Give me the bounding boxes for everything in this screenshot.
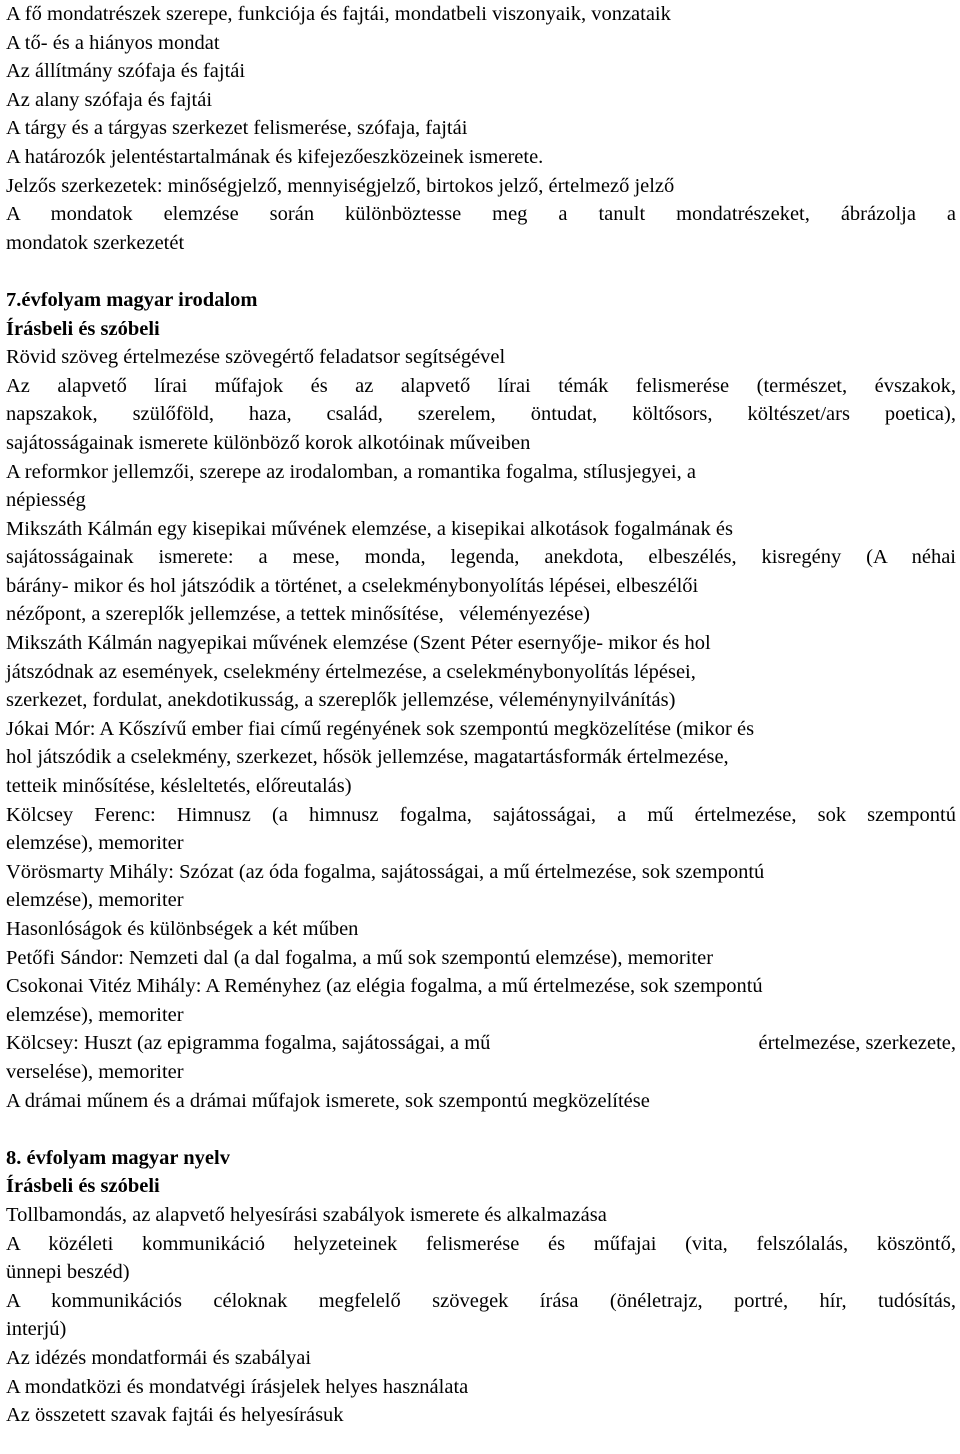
split-line xyxy=(6,1029,956,1058)
text-line: A reformkor jellemzői, szerepe az irodalomban, a romantika fogalma, stílusjegyei, a xyxy=(6,460,696,483)
grammar-7-section xyxy=(6,0,956,257)
text-line: A határozók jelentéstartalmának és kifejezőeszközeinek ismerete. xyxy=(6,145,544,168)
text-line: A tárgy és a tárgyas szerkezet felismerése, szófaja, fajtái xyxy=(6,117,468,140)
section-subtitle: Írásbeli és szóbeli xyxy=(6,317,160,340)
text-line-left: Kölcsey: Huszt (az epigramma fogalma, sajátosságai, a mű xyxy=(6,1032,491,1055)
section-spacer xyxy=(6,257,956,286)
text-line: Vörösmarty Mihály: Szózat (az óda fogalma, sajátosságai, a mű értelmezése, sok szempontú xyxy=(6,860,765,883)
text-line: Az összetett szavak fajtái és helyesírásuk xyxy=(6,1404,344,1427)
text-line: Hasonlóságok és különbségek a két műben xyxy=(6,918,359,940)
text-line: sajátosságainak ismerete különböző korok alkotóinak műveiben xyxy=(6,431,531,454)
text-line: A fő mondatrészek szerepe, funkciója és fajtái, mondatbeli viszonyaik, vonzataik xyxy=(6,3,671,25)
section-title: 7.évfolyam magyar irodalom xyxy=(6,288,258,311)
text-line: interjú) xyxy=(6,1318,67,1341)
section-subtitle: Írásbeli és szóbeli xyxy=(6,1175,160,1198)
grammar-8-section xyxy=(6,1144,956,1430)
text-line: Rövid szöveg értelmezése szövegértő feladatsor segítségével xyxy=(6,346,506,369)
text-line: A mondatok elemzése során különböztesse meg a tanult mondatrészeket, ábrázolja a xyxy=(6,203,956,226)
text-line: sajátosságainak ismerete: a mese, monda, legenda, anekdota, elbeszélés, kisregény (A néhai xyxy=(6,546,956,569)
text-line: nézőpont, a szereplők jellemzése, a tettek minősítése, véleményezése) xyxy=(6,603,590,626)
text-line: A közéleti kommunikáció helyzeteinek felismerése és műfajai (vita, felszólalás, köszöntő, xyxy=(6,1232,956,1255)
text-line: elemzése), memoriter xyxy=(6,889,184,912)
section-spacer xyxy=(6,1115,956,1144)
text-line: napszakok, szülőföld, haza, család, szerelem, öntudat, költősors, költészet/ars poetica), xyxy=(6,403,956,426)
text-line: játszódnak az események, cselekmény értelmezése, a cselekménybonyolítás lépései, xyxy=(6,660,696,683)
text-line: Petőfi Sándor: Nemzeti dal (a dal fogalma, a mű sok szempontú elemzése), memoriter xyxy=(6,946,714,969)
text-line: szerkezet, fordulat, anekdotikusság, a szereplők jellemzése, véleménynyilvánítás) xyxy=(6,689,676,712)
section-title: 8. évfolyam magyar nyelv xyxy=(6,1146,230,1169)
text-line: Az alany szófaja és fajtái xyxy=(6,88,213,111)
text-line: Mikszáth Kálmán nagyepikai művének elemzése (Szent Péter esernyője- mikor és hol xyxy=(6,632,711,655)
text-line: A tő- és a hiányos mondat xyxy=(6,31,220,54)
text-line: Az állítmány szófaja és fajtái xyxy=(6,60,246,83)
text-line: Az alapvető lírai műfajok és az alapvető lírai témák felismerése (természet, évszakok, xyxy=(6,374,956,397)
text-line: A kommunikációs céloknak megfelelő szövegek írása (önéletrajz, portré, hír, tudósítás, xyxy=(6,1289,956,1312)
text-line: A drámai műnem és a drámai műfajok ismerete, sok szempontú megközelítése xyxy=(6,1089,650,1112)
text-line: Csokonai Vitéz Mihály: A Reményhez (az elégia fogalma, a mű értelmezése, sok szempontú xyxy=(6,975,763,998)
text-line: Tollbamondás, az alapvető helyesírási szabályok ismerete és alkalmazása xyxy=(6,1203,607,1226)
text-line: hol játszódik a cselekmény, szerkezet, hősök jellemzése, magatartásformák értelmezése, xyxy=(6,746,729,769)
text-line: A mondatközi és mondatvégi írásjelek helyes használata xyxy=(6,1375,469,1398)
text-line: bárány- mikor és hol játszódik a történet, a cselekménybonyolítás lépései, elbeszélői xyxy=(6,574,699,597)
text-line: népiesség xyxy=(6,489,86,512)
document-page xyxy=(6,0,956,1430)
text-line: Az idézés mondatformái és szabályai xyxy=(6,1346,312,1369)
text-line: Jókai Mór: A Kőszívű ember fiai című regényének sok szempontú megközelítése (mikor és xyxy=(6,717,755,740)
text-line: ünnepi beszéd) xyxy=(6,1261,130,1284)
text-line: Jelzős szerkezetek: minőségjelző, mennyiségjelző, birtokos jelző, értelmező jelző xyxy=(6,174,675,197)
text-line: mondatok szerkezetét xyxy=(6,231,185,254)
text-line: elemzése), memoriter xyxy=(6,1003,184,1026)
text-line: elemzése), memoriter xyxy=(6,832,184,855)
text-line-right: értelmezése, szerkezete, xyxy=(758,1032,956,1055)
text-line: Kölcsey Ferenc: Himnusz (a himnusz fogalma, sajátosságai, a mű értelmezése, sok szempontú xyxy=(6,803,956,826)
literature-7-section xyxy=(6,286,956,1115)
text-line: Mikszáth Kálmán egy kisepikai művének elemzése, a kisepikai alkotások fogalmának és xyxy=(6,517,733,540)
text-line: tetteik minősítése, késleltetés, előreutalás) xyxy=(6,775,352,798)
text-line: verselése), memoriter xyxy=(6,1060,184,1083)
